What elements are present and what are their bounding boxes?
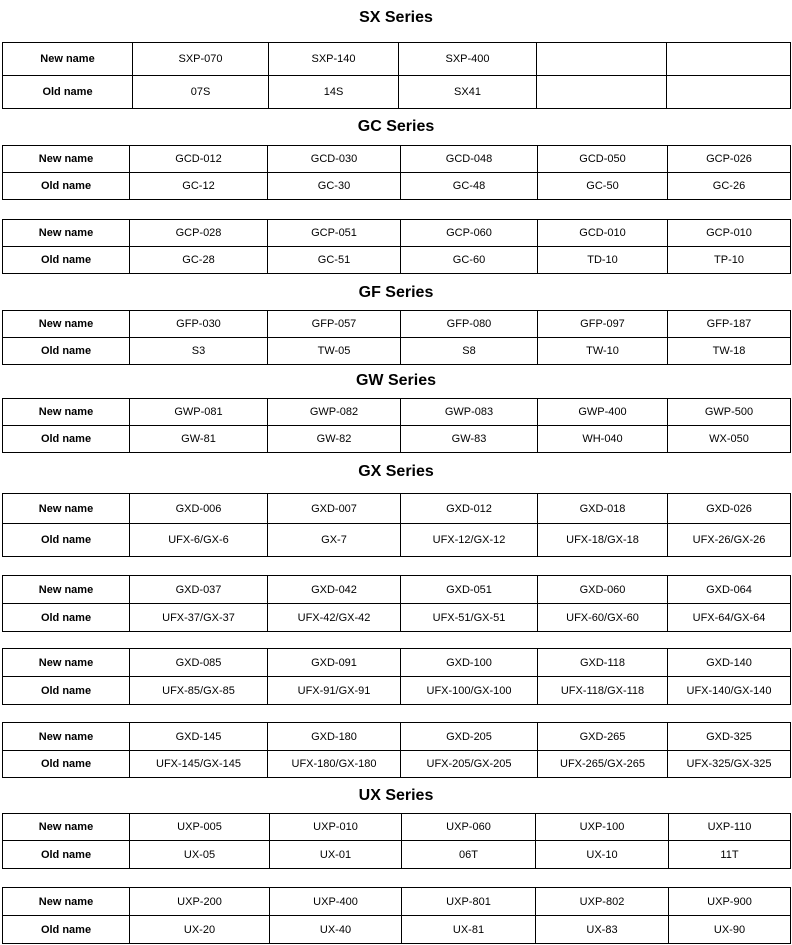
new-name-cell: GCD-050 — [538, 146, 668, 173]
old-name-cell: UFX-64/GX-64 — [668, 604, 791, 632]
new-name-cell: GXD-060 — [538, 576, 668, 604]
series-table-ux-1 — [2, 813, 791, 869]
series-table-gx-4 — [2, 722, 791, 778]
old-name-cell: UFX-12/GX-12 — [401, 524, 538, 557]
old-name-label: Old name — [3, 751, 130, 778]
new-name-cell: GFP-097 — [538, 311, 668, 338]
new-name-row — [3, 220, 791, 247]
old-name-label: Old name — [3, 426, 130, 453]
old-name-cell: UFX-91/GX-91 — [268, 677, 401, 705]
old-name-cell: UX-40 — [270, 916, 402, 944]
old-name-cell: UFX-145/GX-145 — [130, 751, 268, 778]
old-name-cell: TD-10 — [538, 247, 668, 274]
old-name-label: Old name — [3, 173, 130, 200]
new-name-label: New name — [3, 814, 130, 841]
series-table-gc-2 — [2, 219, 791, 274]
old-name-cell: UX-90 — [669, 916, 791, 944]
old-name-cell — [667, 76, 791, 109]
old-name-label: Old name — [3, 677, 130, 705]
series-heading-sx: SX Series — [359, 9, 433, 26]
new-name-cell: GWP-081 — [130, 399, 268, 426]
new-name-cell: UXP-900 — [669, 888, 791, 916]
new-name-cell — [667, 43, 791, 76]
old-name-cell: GC-30 — [268, 173, 401, 200]
new-name-label: New name — [3, 888, 130, 916]
new-name-cell: GWP-500 — [668, 399, 791, 426]
new-name-cell: GFP-080 — [401, 311, 538, 338]
new-name-cell: GXD-205 — [401, 723, 538, 751]
series-table-gf — [2, 310, 791, 365]
series-heading-gf: GF Series — [358, 284, 434, 301]
old-name-cell: UFX-51/GX-51 — [401, 604, 538, 632]
old-name-cell: UFX-26/GX-26 — [668, 524, 791, 557]
new-name-label: New name — [3, 43, 133, 76]
old-name-cell: UFX-85/GX-85 — [130, 677, 268, 705]
old-name-label: Old name — [3, 524, 130, 557]
new-name-cell: UXP-100 — [536, 814, 669, 841]
new-name-label: New name — [3, 723, 130, 751]
old-name-cell: WX-050 — [668, 426, 791, 453]
new-name-cell: UXP-802 — [536, 888, 669, 916]
old-name-cell: 11T — [669, 841, 791, 869]
old-name-cell: UX-10 — [536, 841, 669, 869]
old-name-label: Old name — [3, 338, 130, 365]
new-name-row — [3, 576, 791, 604]
new-name-cell: GXD-007 — [268, 494, 401, 524]
old-name-row — [3, 677, 791, 705]
old-name-cell: UX-81 — [402, 916, 536, 944]
old-name-cell: UFX-100/GX-100 — [401, 677, 538, 705]
new-name-cell: GXD-018 — [538, 494, 668, 524]
series-table-ux-2 — [2, 887, 791, 944]
old-name-cell: UFX-205/GX-205 — [401, 751, 538, 778]
old-name-cell: UFX-325/GX-325 — [668, 751, 791, 778]
old-name-cell: GC-60 — [401, 247, 538, 274]
old-name-cell: GC-28 — [130, 247, 268, 274]
new-name-cell: GXD-118 — [538, 649, 668, 677]
new-name-cell: GXD-265 — [538, 723, 668, 751]
old-name-cell: UFX-140/GX-140 — [668, 677, 791, 705]
series-table-gc-1 — [2, 145, 791, 200]
new-name-cell: GXD-145 — [130, 723, 268, 751]
new-name-cell: GCP-028 — [130, 220, 268, 247]
new-name-cell: GCD-048 — [401, 146, 538, 173]
new-name-cell: GXD-100 — [401, 649, 538, 677]
new-name-cell: GFP-030 — [130, 311, 268, 338]
new-name-cell: GCP-060 — [401, 220, 538, 247]
new-name-cell: GXD-180 — [268, 723, 401, 751]
new-name-cell: GFP-057 — [268, 311, 401, 338]
old-name-cell: UFX-118/GX-118 — [538, 677, 668, 705]
old-name-cell: WH-040 — [538, 426, 668, 453]
old-name-cell: UFX-265/GX-265 — [538, 751, 668, 778]
new-name-label: New name — [3, 220, 130, 247]
old-name-cell: 06T — [402, 841, 536, 869]
old-name-cell: UFX-42/GX-42 — [268, 604, 401, 632]
old-name-cell: S8 — [401, 338, 538, 365]
old-name-cell: UX-01 — [270, 841, 402, 869]
new-name-row — [3, 888, 791, 916]
series-heading-gc: GC Series — [357, 118, 435, 135]
old-name-cell: UX-20 — [130, 916, 270, 944]
new-name-cell: UXP-200 — [130, 888, 270, 916]
series-heading-gx: GX Series — [358, 463, 434, 480]
new-name-row — [3, 494, 791, 524]
old-name-label: Old name — [3, 841, 130, 869]
series-table-gx-3 — [2, 648, 791, 705]
new-name-row — [3, 399, 791, 426]
old-name-cell: UX-05 — [130, 841, 270, 869]
old-name-cell: GC-51 — [268, 247, 401, 274]
new-name-cell: GCP-010 — [668, 220, 791, 247]
new-name-cell: UXP-010 — [270, 814, 402, 841]
new-name-cell — [537, 43, 667, 76]
old-name-cell: TP-10 — [668, 247, 791, 274]
new-name-label: New name — [3, 311, 130, 338]
old-name-label: Old name — [3, 247, 130, 274]
new-name-cell: UXP-005 — [130, 814, 270, 841]
new-name-row — [3, 814, 791, 841]
old-name-cell: 14S — [269, 76, 399, 109]
new-name-cell: GFP-187 — [668, 311, 791, 338]
series-table-gw — [2, 398, 791, 453]
old-name-row — [3, 76, 791, 109]
new-name-label: New name — [3, 494, 130, 524]
series-table-sx — [2, 42, 791, 109]
old-name-cell: UFX-37/GX-37 — [130, 604, 268, 632]
old-name-row — [3, 338, 791, 365]
old-name-row — [3, 426, 791, 453]
series-heading-gw: GW Series — [355, 372, 437, 389]
new-name-cell: GWP-400 — [538, 399, 668, 426]
new-name-row — [3, 43, 791, 76]
new-name-cell: GXD-091 — [268, 649, 401, 677]
new-name-cell: GWP-082 — [268, 399, 401, 426]
old-name-cell: S3 — [130, 338, 268, 365]
old-name-row — [3, 524, 791, 557]
new-name-cell: GWP-083 — [401, 399, 538, 426]
new-name-cell: UXP-110 — [669, 814, 791, 841]
new-name-cell: GXD-064 — [668, 576, 791, 604]
new-name-cell: SXP-070 — [133, 43, 269, 76]
old-name-cell: UX-83 — [536, 916, 669, 944]
old-name-label: Old name — [3, 76, 133, 109]
series-table-gx-1 — [2, 493, 791, 557]
old-name-cell: TW-10 — [538, 338, 668, 365]
old-name-row — [3, 916, 791, 944]
new-name-cell: GXD-037 — [130, 576, 268, 604]
old-name-cell: GX-7 — [268, 524, 401, 557]
new-name-row — [3, 649, 791, 677]
new-name-cell: GXD-085 — [130, 649, 268, 677]
old-name-cell — [537, 76, 667, 109]
old-name-label: Old name — [3, 916, 130, 944]
old-name-row — [3, 173, 791, 200]
old-name-cell: GC-12 — [130, 173, 268, 200]
old-name-cell: GC-50 — [538, 173, 668, 200]
old-name-row — [3, 841, 791, 869]
old-name-cell: UFX-180/GX-180 — [268, 751, 401, 778]
old-name-cell: TW-05 — [268, 338, 401, 365]
new-name-label: New name — [3, 146, 130, 173]
new-name-cell: GXD-325 — [668, 723, 791, 751]
new-name-row — [3, 311, 791, 338]
new-name-row — [3, 146, 791, 173]
new-name-cell: SXP-140 — [269, 43, 399, 76]
old-name-cell: GW-81 — [130, 426, 268, 453]
old-name-cell: 07S — [133, 76, 269, 109]
new-name-cell: GCD-010 — [538, 220, 668, 247]
old-name-cell: GC-26 — [668, 173, 791, 200]
new-name-cell: GCP-051 — [268, 220, 401, 247]
new-name-label: New name — [3, 399, 130, 426]
new-name-cell: UXP-060 — [402, 814, 536, 841]
old-name-cell: GW-83 — [401, 426, 538, 453]
old-name-cell: UFX-18/GX-18 — [538, 524, 668, 557]
new-name-cell: UXP-801 — [402, 888, 536, 916]
new-name-cell: UXP-400 — [270, 888, 402, 916]
new-name-row — [3, 723, 791, 751]
new-name-cell: GXD-140 — [668, 649, 791, 677]
new-name-cell: GXD-042 — [268, 576, 401, 604]
new-name-cell: SXP-400 — [399, 43, 537, 76]
new-name-label: New name — [3, 576, 130, 604]
old-name-cell: GC-48 — [401, 173, 538, 200]
new-name-cell: GXD-006 — [130, 494, 268, 524]
old-name-cell: UFX-60/GX-60 — [538, 604, 668, 632]
old-name-cell: TW-18 — [668, 338, 791, 365]
new-name-cell: GXD-012 — [401, 494, 538, 524]
old-name-row — [3, 604, 791, 632]
new-name-cell: GCD-030 — [268, 146, 401, 173]
old-name-cell: GW-82 — [268, 426, 401, 453]
series-heading-ux: UX Series — [358, 787, 434, 804]
old-name-cell: SX41 — [399, 76, 537, 109]
new-name-cell: GCP-026 — [668, 146, 791, 173]
old-name-cell: UFX-6/GX-6 — [130, 524, 268, 557]
new-name-label: New name — [3, 649, 130, 677]
new-name-cell: GXD-051 — [401, 576, 538, 604]
new-name-cell: GCD-012 — [130, 146, 268, 173]
old-name-row — [3, 751, 791, 778]
series-table-gx-2 — [2, 575, 791, 632]
old-name-row — [3, 247, 791, 274]
new-name-cell: GXD-026 — [668, 494, 791, 524]
old-name-label: Old name — [3, 604, 130, 632]
